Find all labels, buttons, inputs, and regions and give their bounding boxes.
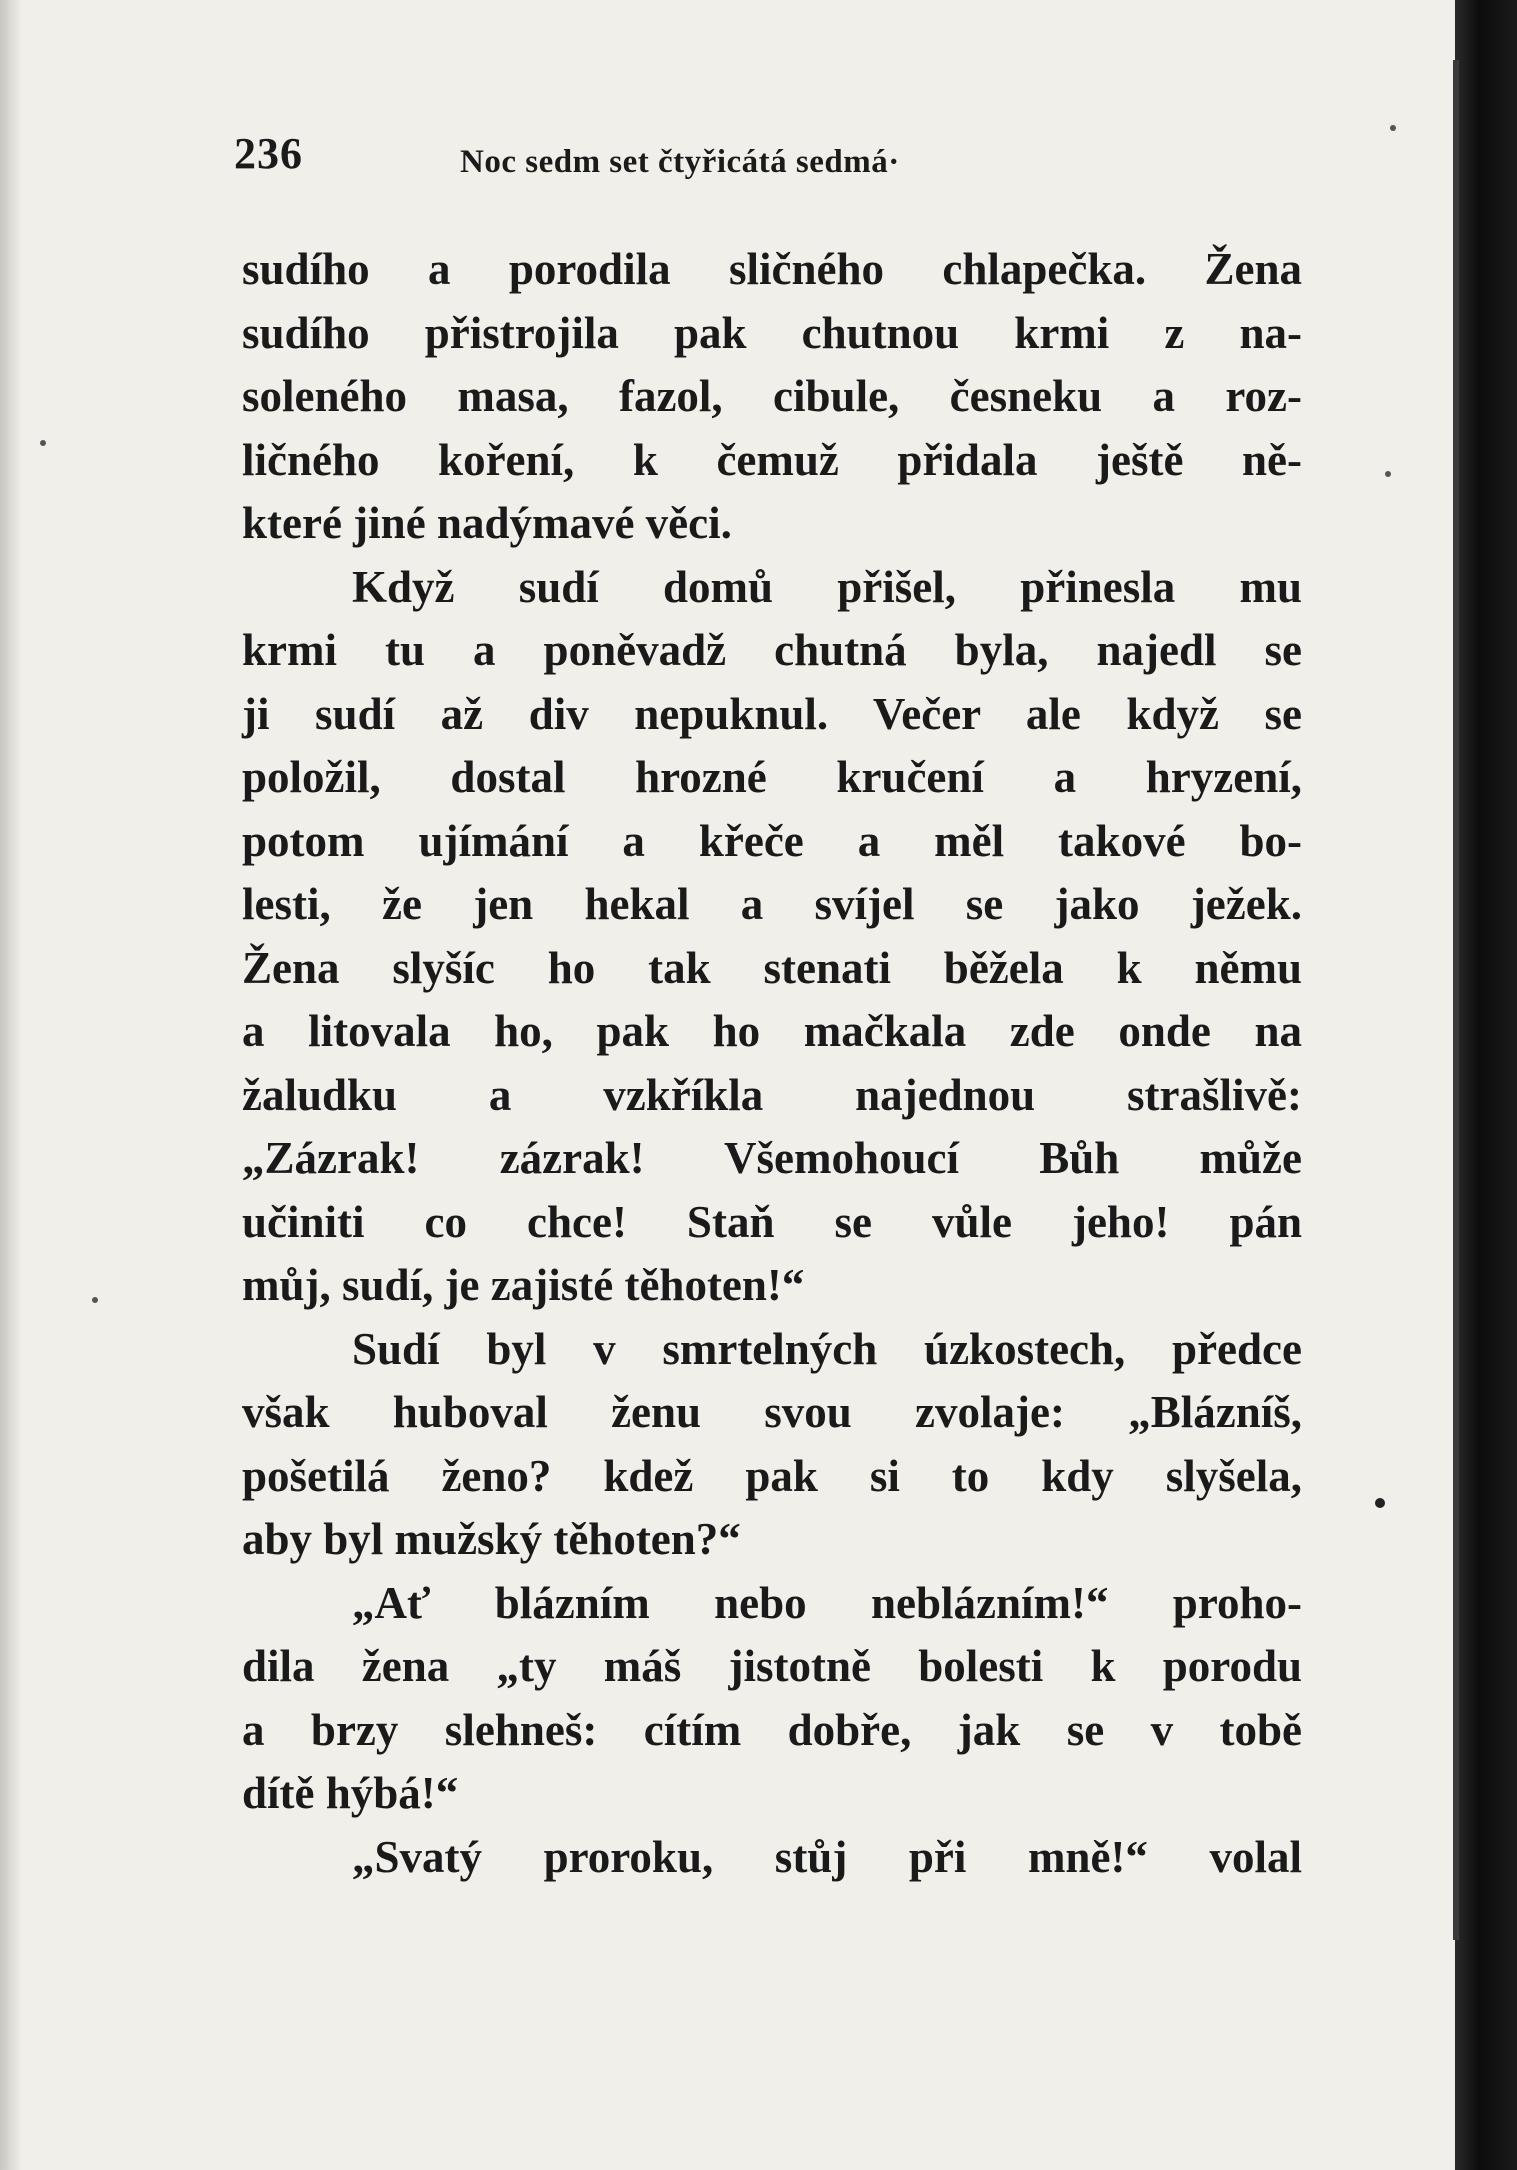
text-line: aby byl mužský těhoten?“ [242,1514,741,1564]
page-number: 236 [234,129,303,178]
text-line: sudího přistrojila pak chutnou krmi z na- [242,307,1302,358]
print-speck [1375,1498,1385,1508]
text-line: učiniti co chce! Staň se vůle jeho! pán [242,1196,1302,1247]
text-line: potom ujímání a křeče a měl takové bo- [242,815,1302,866]
text-line: Když sudí domů přišel, přinesla mu [352,561,1302,612]
text-line: „Ať blázním nebo neblázním!“ proho- [352,1577,1302,1628]
text-line: „Zázrak! zázrak! Všemohoucí Bůh může [242,1133,1302,1183]
text-line: dila žena „ty máš jistotně bolesti k porodu [242,1641,1302,1691]
text-line: a brzy slehneš: cítím dobře, jak se v tobě [242,1704,1302,1755]
print-speck [40,440,46,446]
page-edge-shadow [1453,60,1459,1940]
text-line: krmi tu a poněvadž chutná byla, najedl se [242,625,1302,675]
text-line: které jiné nadýmavé věci. [242,498,732,548]
binding-gutter [1455,0,1517,2170]
text-line: můj, sudí, je zajisté těhoten!“ [242,1260,805,1310]
page-body-text [242,238,1302,1889]
text-line: a litovala ho, pak ho mačkala zde onde na [242,1006,1302,1056]
text-line: Žena slyšíc ho tak stenati běžela k němu [242,942,1302,993]
text-line: Sudí byl v smrtelných úzkostech, předce [352,1323,1302,1374]
text-line: žaludku a vzkříkla najednou strašlivě: [242,1069,1302,1120]
text-line: „Svatý proroku, stůj při mně!“ volal [352,1831,1302,1882]
print-speck [92,1297,98,1303]
text-line: pošetilá ženo? kdež pak si to kdy slyšela, [242,1450,1302,1501]
text-line: však huboval ženu svou zvolaje: „Blázníš, [242,1387,1302,1437]
running-head: Noc sedm set čtyřicátá sedmá· [460,144,900,180]
print-speck [1385,471,1391,477]
text-line: ličného koření, k čemuž přidala ještě ně- [242,434,1302,485]
text-line: dítě hýbá!“ [242,1768,459,1818]
text-line: lesti, že jen hekal a svíjel se jako ježek. [242,879,1302,929]
text-line: sudího a porodila sličného chlapečka. Žena [242,244,1302,294]
text-line: ji sudí až div nepuknul. Večer ale když se [242,688,1302,739]
text-line: položil, dostal hrozné kručení a hryzení, [242,752,1302,802]
text-line: soleného masa, fazol, cibule, česneku a roz- [242,371,1302,421]
print-speck [1390,125,1396,131]
page-header [234,128,1294,198]
